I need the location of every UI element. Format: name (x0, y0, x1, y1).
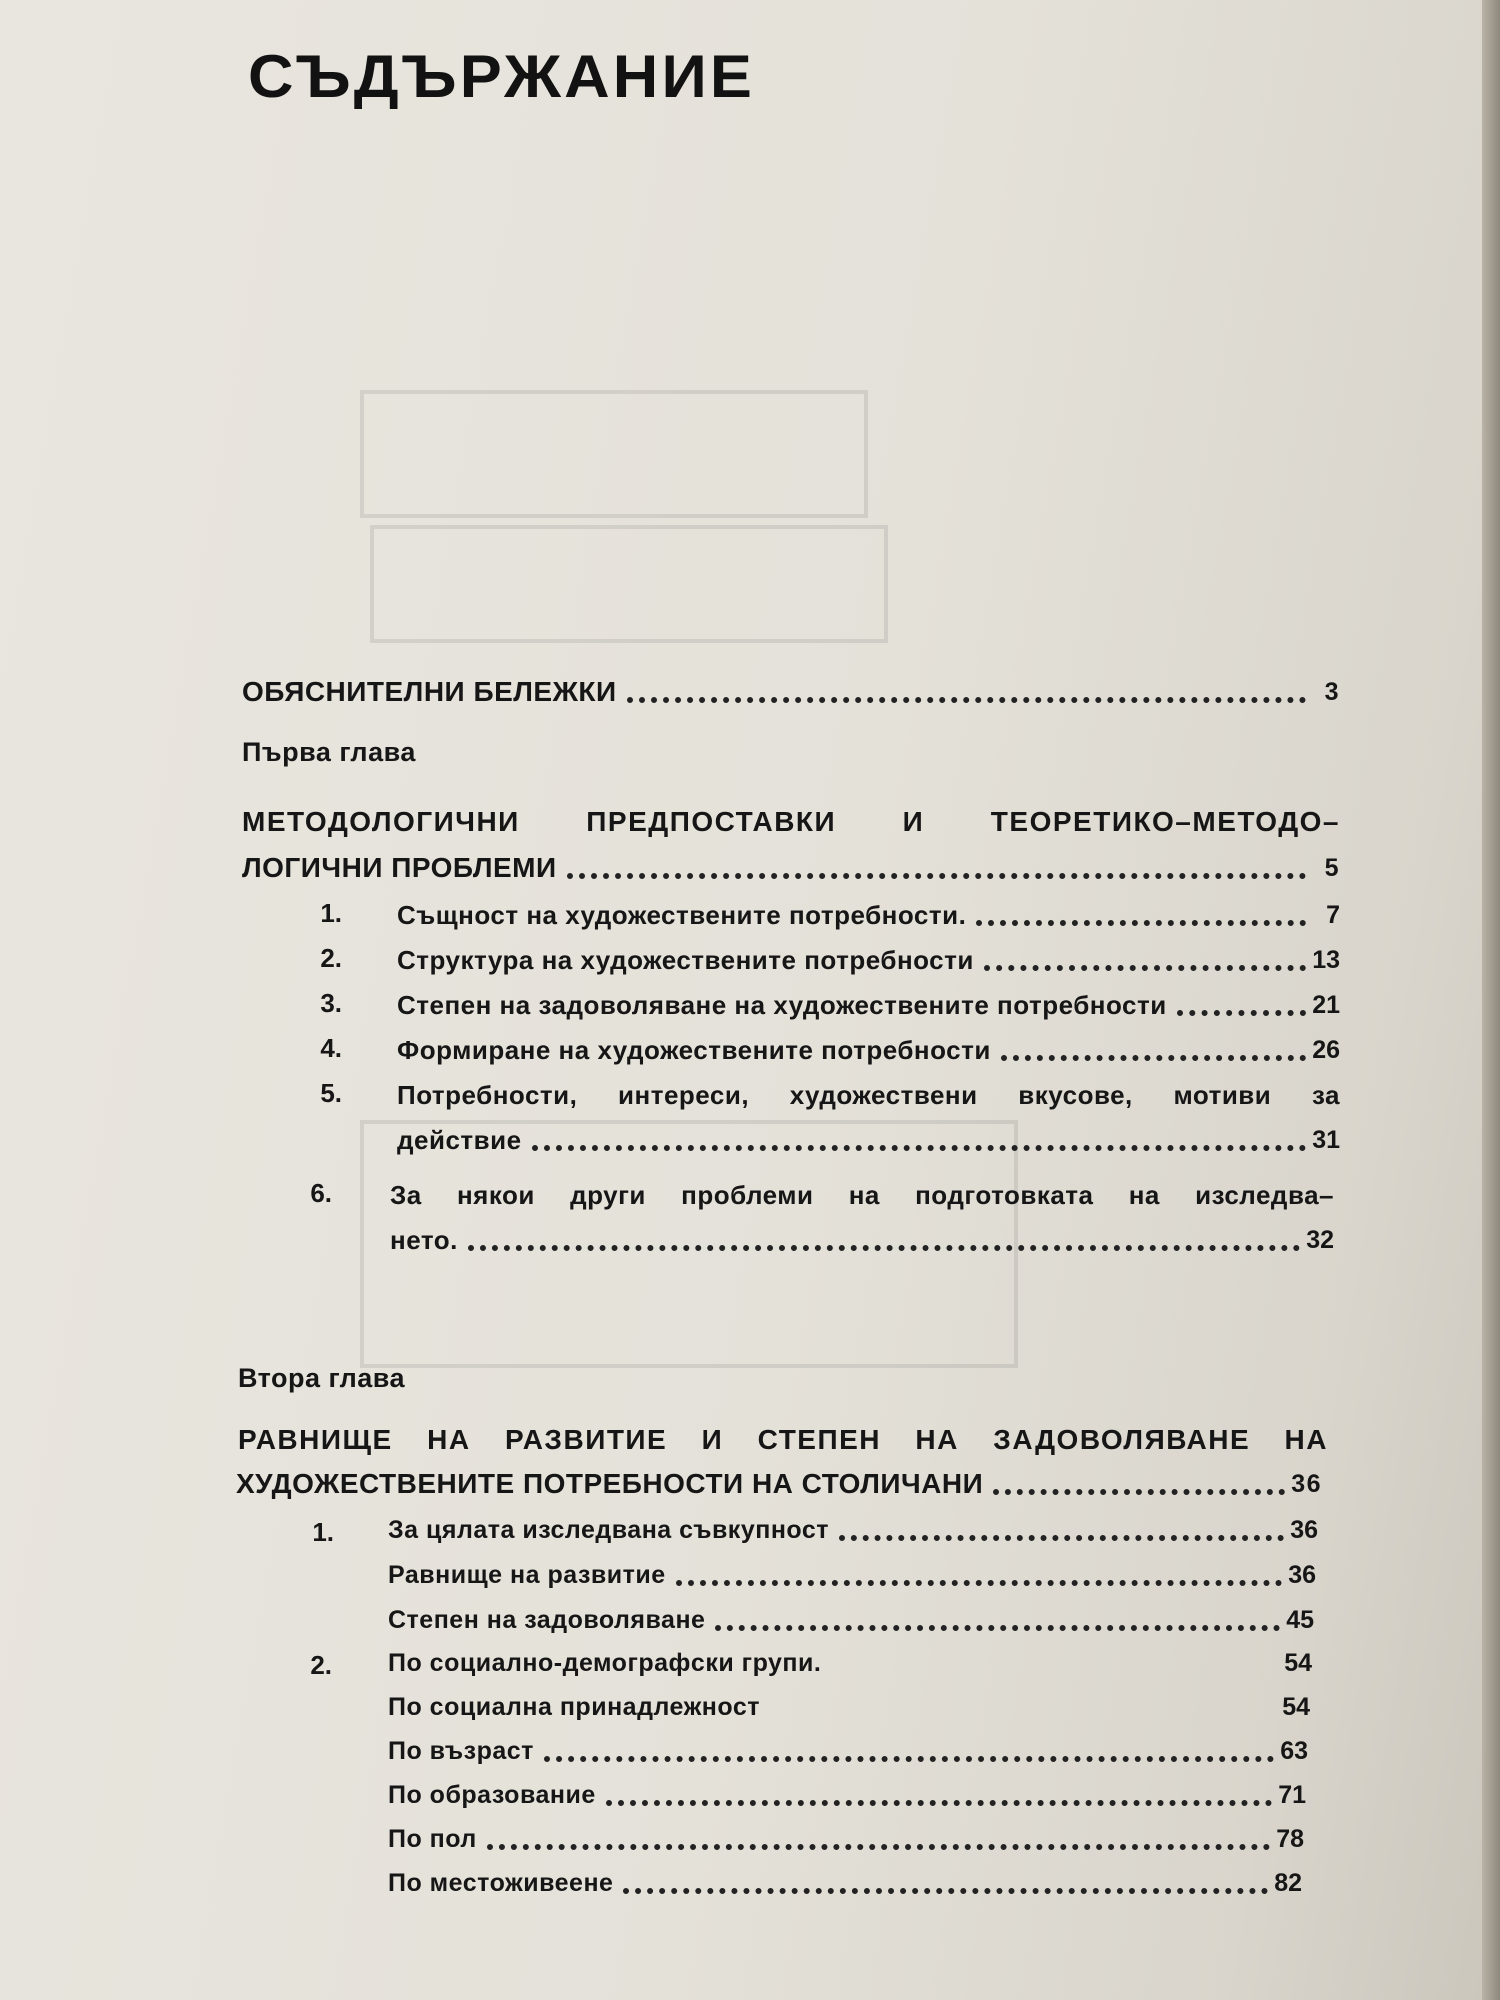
dot-leader (532, 1145, 1306, 1151)
toc-entry-chapter-1[interactable] (242, 851, 1340, 885)
section-number: 1. (320, 898, 342, 928)
page-number: 26 (1312, 1036, 1340, 1064)
dot-leader (1177, 1010, 1306, 1016)
toc-entry-label: Структура на художествените потребности (397, 945, 974, 975)
toc-entry-subsection[interactable] (388, 1603, 1314, 1637)
section-5-label-line2: действие (397, 1125, 522, 1155)
dot-leader (627, 697, 1306, 703)
page-number: 82 (1274, 1869, 1302, 1897)
toc-entry-label: По пол (388, 1825, 477, 1853)
page-number: 5 (1324, 854, 1340, 882)
bleed-through-box (360, 390, 868, 518)
page-number: 7 (1326, 901, 1340, 929)
page-number: 54 (1284, 1649, 1312, 1677)
page-number: 78 (1276, 1825, 1304, 1853)
toc-entry-label: Същност на художествените потребности. (397, 900, 967, 930)
page-title: СЪДЪРЖАНИЕ (248, 43, 756, 110)
toc-entry-chapter-2[interactable] (236, 1467, 1322, 1501)
toc-entry-subsection[interactable] (388, 1822, 1304, 1856)
toc-entry-label: По образование (388, 1781, 596, 1809)
page-number: 21 (1312, 991, 1340, 1019)
toc-entry-section[interactable] (397, 1123, 1340, 1157)
page-number: 3 (1324, 678, 1340, 706)
toc-entry-label: По местоживеене (388, 1869, 614, 1897)
toc-entry-label: По социална принадлежност (388, 1693, 760, 1721)
dot-leader (831, 1668, 1278, 1674)
dot-leader (839, 1535, 1284, 1541)
toc-entry-section[interactable] (397, 988, 1340, 1022)
toc-entry-intro[interactable] (242, 675, 1340, 709)
dot-leader (976, 920, 1306, 926)
toc-entry-label: Формиране на художествените потребности (397, 1035, 991, 1065)
toc-entry-label: По възраст (388, 1737, 534, 1765)
page-number: 71 (1278, 1781, 1306, 1809)
section-number: 3. (320, 988, 342, 1018)
section-number: 2. (320, 943, 342, 973)
toc-entry-subsection[interactable] (388, 1558, 1316, 1592)
dot-leader (606, 1800, 1272, 1806)
toc-entry-subsection[interactable] (388, 1778, 1306, 1812)
dot-leader (715, 1625, 1280, 1631)
page-number: 32 (1306, 1226, 1334, 1254)
toc-entry-section[interactable] (388, 1513, 1318, 1547)
toc-entry-section[interactable] (390, 1223, 1334, 1257)
dot-leader (1001, 1055, 1306, 1061)
section-number: 6. (310, 1178, 332, 1208)
toc-entry-section[interactable] (388, 1646, 1312, 1680)
toc-entry-subsection[interactable] (388, 1734, 1308, 1768)
toc-entry-subsection[interactable] (388, 1690, 1310, 1724)
page-number: 36 (1288, 1561, 1316, 1589)
toc-entry-label: Равнище на развитие (388, 1561, 666, 1589)
dot-leader (468, 1245, 1300, 1251)
dot-leader (487, 1844, 1270, 1850)
bleed-through-box (370, 525, 888, 643)
toc-entry-label: ОБЯСНИТЕЛНИ БЕЛЕЖКИ (242, 676, 617, 707)
dot-leader (984, 965, 1306, 971)
chapter-1-label: Първа глава (242, 737, 416, 767)
section-number: 5. (320, 1078, 342, 1108)
page-number: 31 (1312, 1126, 1340, 1154)
toc-entry-label: Степен на задоволяване на художествените потребности (397, 990, 1167, 1020)
toc-entry-section[interactable] (397, 898, 1340, 932)
dot-leader (544, 1756, 1274, 1762)
chapter-2-label: Втора глава (238, 1363, 406, 1393)
page-number: 54 (1282, 1693, 1310, 1721)
page-number: 36 (1291, 1470, 1322, 1498)
toc-entry-label: По социално-демографски групи. (388, 1649, 822, 1677)
dot-leader (770, 1712, 1276, 1718)
section-5-label-line1: Потребности, интереси, художествени вкусове, мотиви за (397, 1080, 1340, 1110)
chapter-1-heading-line2: ЛОГИЧНИ ПРОБЛЕМИ (242, 852, 557, 883)
page-number: 63 (1280, 1737, 1308, 1765)
toc-entry-section[interactable] (397, 1033, 1340, 1067)
toc-entry-label: За цялата изследвана съвкупност (388, 1516, 830, 1544)
dot-leader (567, 873, 1306, 879)
chapter-1-heading-line1: МЕТОДОЛОГИЧНИ ПРЕДПОСТАВКИ И ТЕОРЕТИКО–МЕТОДО– (242, 806, 1340, 837)
dot-leader (993, 1489, 1285, 1495)
dot-leader (676, 1580, 1282, 1586)
section-6-label-line1: За някои други проблеми на подготовката на изследва– (390, 1180, 1334, 1210)
dot-leader (623, 1888, 1268, 1894)
page-number: 13 (1312, 946, 1340, 974)
toc-entry-label: Степен на задоволяване (388, 1606, 706, 1634)
toc-entry-section[interactable] (397, 943, 1340, 977)
section-number: 2. (310, 1650, 332, 1680)
toc-entry-subsection[interactable] (388, 1866, 1302, 1900)
chapter-2-heading-line2: ХУДОЖЕСТВЕНИТЕ ПОТРЕБНОСТИ НА СТОЛИЧАНИ (236, 1468, 984, 1499)
section-number: 4. (320, 1033, 342, 1063)
page-number: 45 (1286, 1606, 1314, 1634)
chapter-2-heading-line1: РАВНИЩЕ НА РАЗВИТИЕ И СТЕПЕН НА ЗАДОВОЛЯВАНЕ НА (238, 1424, 1328, 1455)
page-number: 36 (1290, 1516, 1318, 1544)
page-edge (1482, 0, 1500, 2000)
section-6-label-line2: нето. (390, 1225, 458, 1255)
section-number: 1. (312, 1517, 334, 1547)
